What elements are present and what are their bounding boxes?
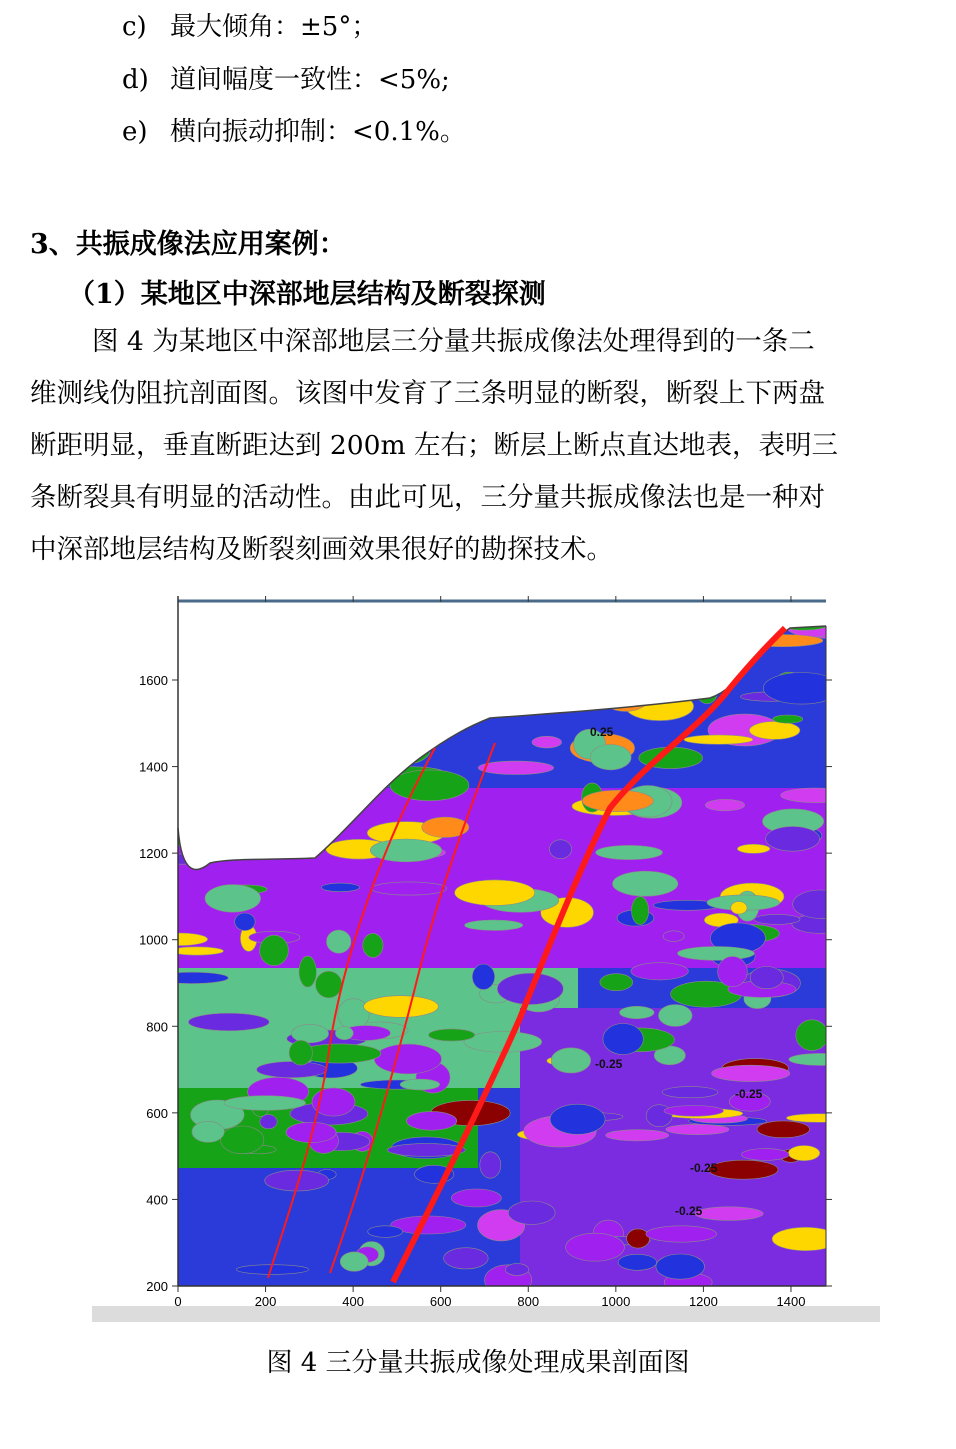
texture-blob [606, 1130, 669, 1141]
texture-blob [772, 1227, 839, 1250]
texture-blob [742, 1149, 790, 1161]
texture-blob [312, 1088, 355, 1116]
texture-blob [284, 648, 309, 659]
texture-blob [390, 770, 469, 801]
texture-blob [646, 1226, 717, 1242]
texture-blob [251, 646, 333, 657]
list-marker: c) [122, 12, 147, 42]
texture-blob [617, 685, 686, 696]
texture-blob [505, 1264, 528, 1276]
texture-blob [480, 1152, 501, 1178]
texture-blob [257, 1062, 327, 1078]
texture-blob [205, 885, 261, 913]
paragraph-line: 条断裂具有明显的活动性。由此可见，三分量共振成像法也是一种对 [30, 482, 825, 513]
texture-blob [467, 625, 531, 650]
texture-blob [555, 630, 580, 644]
texture-blob [789, 1053, 851, 1065]
contour-label: -0.25 [675, 1204, 703, 1218]
list-text: 道间幅度一致性：<5%; [170, 65, 450, 95]
texture-blob [613, 871, 678, 896]
y-tick-label: 1000 [139, 932, 168, 948]
texture-blob [566, 1233, 625, 1261]
texture-blob [268, 708, 303, 728]
paragraph-line: 图 4 为某地区中深部地层三分量共振成像法处理得到的一条二 [92, 326, 815, 357]
y-tick-label: 400 [146, 1192, 168, 1208]
texture-blob [731, 902, 747, 915]
texture-blob [188, 1013, 269, 1031]
figure-caption: 图 4 三分量共振成像处理成果剖面图 [266, 1348, 690, 1378]
list-item [122, 63, 450, 97]
texture-blob [474, 648, 523, 658]
texture-blob [340, 1252, 368, 1271]
texture-blob [517, 628, 557, 641]
pseudo-impedance-section-figure [90, 588, 882, 1324]
texture-blob [429, 1029, 475, 1041]
texture-blob [155, 972, 228, 983]
texture-blob [444, 1248, 489, 1269]
texture-blob [364, 996, 439, 1018]
texture-blob [550, 693, 598, 703]
texture-blob [189, 780, 241, 801]
texture-blob [371, 882, 446, 895]
list-text: 最大倾角：±5°； [170, 12, 378, 42]
texture-blob [596, 845, 663, 859]
texture-blob [508, 1201, 555, 1224]
texture-blob [697, 681, 718, 704]
contour-label: 0.25 [590, 725, 614, 739]
texture-blob [279, 686, 362, 710]
texture-blob [162, 692, 212, 718]
texture-blob [632, 897, 649, 925]
texture-blob [662, 1087, 718, 1098]
texture-blob [455, 880, 535, 906]
y-tick-label: 600 [146, 1105, 168, 1121]
texture-blob [781, 788, 850, 803]
texture-blob [195, 700, 274, 726]
texture-blob [212, 616, 280, 642]
texture-blob [224, 1096, 306, 1111]
texture-blob [349, 711, 385, 734]
texture-blob [254, 766, 288, 795]
texture-blob [705, 799, 744, 810]
texture-blob [670, 615, 714, 642]
texture-blob [452, 1189, 502, 1207]
texture-blob [191, 651, 273, 663]
texture-blob [316, 971, 342, 998]
texture-blob [254, 731, 334, 762]
texture-blob [368, 1226, 403, 1238]
texture-blob [550, 1104, 605, 1134]
x-tick-label: 800 [517, 1294, 540, 1309]
texture-blob [532, 736, 562, 748]
texture-blob [549, 840, 571, 859]
texture-blob [627, 1229, 650, 1248]
texture-blob [235, 913, 256, 931]
x-tick-label: 200 [254, 1294, 277, 1309]
texture-blob [497, 630, 526, 654]
texture-blob [663, 931, 684, 942]
texture-blob [465, 920, 523, 930]
texture-blob [684, 735, 753, 744]
texture-blob [750, 967, 783, 989]
texture-blob [600, 974, 633, 991]
texture-blob [251, 704, 313, 712]
texture-blob [260, 1115, 277, 1129]
list-item [122, 115, 466, 149]
texture-blob [250, 619, 268, 638]
x-tick-label: 0 [174, 1294, 182, 1309]
texture-blob [291, 1024, 328, 1042]
texture-blob [712, 1065, 790, 1081]
texture-blob [408, 675, 440, 683]
texture-blob [588, 616, 616, 631]
contour-label: -0.25 [735, 1087, 763, 1101]
texture-blob [379, 734, 430, 764]
texture-blob [788, 1146, 820, 1161]
texture-blob [374, 1044, 441, 1074]
texture-blob [407, 711, 440, 725]
paragraph-line: 中深部地层结构及断裂刻画效果很好的勘探技术。 [30, 534, 613, 565]
texture-blob [205, 638, 267, 662]
texture-blob [182, 625, 215, 651]
y-tick-label: 1600 [139, 673, 168, 688]
subsection-heading: （1）某地区中深部地层结构及断裂探测 [68, 279, 546, 310]
texture-blob [718, 956, 748, 986]
texture-blob [678, 947, 755, 961]
x-tick-label: 1400 [776, 1294, 806, 1309]
texture-blob [757, 1121, 810, 1138]
texture-blob [737, 844, 770, 853]
texture-blob [254, 833, 292, 843]
texture-blob [472, 964, 494, 990]
texture-blob [229, 684, 300, 711]
texture-blob [796, 1020, 828, 1051]
texture-blob [695, 1207, 763, 1221]
texture-blob [439, 618, 517, 644]
texture-blob [384, 683, 412, 693]
texture-blob [659, 1005, 693, 1027]
texture-blob [420, 686, 480, 704]
texture-blob [329, 610, 394, 626]
x-tick-label: 400 [342, 1294, 364, 1309]
texture-blob [754, 914, 800, 924]
texture-blob [192, 1121, 224, 1142]
texture-blob [783, 606, 842, 637]
texture-blob [577, 655, 632, 681]
section-colorfill [143, 606, 851, 1295]
texture-blob [407, 1112, 457, 1131]
texture-blob [786, 1114, 849, 1123]
contour-label: -0.25 [595, 1057, 623, 1071]
texture-blob [666, 1124, 729, 1134]
texture-blob [299, 956, 316, 987]
texture-blob [777, 616, 830, 630]
texture-blob [321, 883, 359, 892]
texture-blob [177, 633, 228, 650]
paragraph-line: 断距明显，垂直断距达到 200m 左右；断层上断点直达地表，表明三 [30, 430, 839, 461]
texture-blob [656, 1254, 705, 1279]
texture-blob [624, 619, 648, 635]
texture-blob [370, 839, 441, 862]
contour-label: -0.25 [690, 1161, 718, 1175]
texture-blob [773, 715, 803, 723]
texture-blob [571, 687, 645, 695]
texture-blob [793, 890, 849, 918]
texture-blob [289, 1040, 312, 1065]
texture-blob [274, 610, 296, 628]
texture-blob [618, 1254, 657, 1270]
texture-blob [213, 659, 250, 668]
texture-blob [204, 807, 266, 838]
texture-blob [327, 930, 351, 953]
texture-blob [245, 739, 265, 751]
texture-blob [221, 1126, 264, 1154]
texture-blob [224, 727, 303, 751]
texture-blob [190, 757, 206, 779]
texture-blob [363, 933, 383, 957]
texture-blob [620, 1006, 655, 1018]
list-item [122, 10, 377, 44]
texture-blob [709, 1160, 778, 1179]
texture-blob [664, 1106, 723, 1117]
texture-blob [478, 662, 534, 680]
texture-blob [206, 693, 273, 722]
texture-blob [515, 643, 542, 663]
texture-blob [264, 671, 302, 691]
texture-blob [478, 761, 553, 774]
texture-blob [436, 657, 490, 681]
texture-blob [763, 673, 840, 705]
x-tick-label: 1200 [688, 1294, 718, 1309]
texture-blob [741, 635, 823, 647]
texture-blob [260, 935, 289, 965]
list-text: 横向振动抑制：<0.1%。 [170, 117, 466, 147]
texture-blob [631, 963, 688, 980]
y-tick-label: 200 [146, 1279, 168, 1294]
texture-blob [354, 692, 382, 710]
paragraph-line: 维测线伪阻抗剖面图。该图中发育了三条明显的断裂，断裂上下两盘 [30, 378, 825, 409]
texture-blob [766, 826, 820, 851]
texture-blob [400, 1079, 440, 1090]
x-tick-label: 600 [429, 1294, 452, 1309]
texture-blob [335, 1027, 353, 1040]
y-tick-label: 1400 [139, 759, 168, 775]
y-tick-label: 800 [146, 1019, 168, 1035]
texture-blob [603, 1024, 643, 1055]
texture-blob [530, 682, 602, 696]
texture-blob [289, 758, 365, 781]
texture-blob [199, 763, 250, 771]
figure-bottom-bar [92, 1306, 880, 1322]
texture-blob [338, 999, 369, 1030]
texture-blob [551, 1048, 591, 1073]
list-marker: e) [122, 117, 148, 147]
list-marker: d) [122, 65, 149, 95]
texture-blob [442, 614, 487, 641]
texture-blob [296, 771, 332, 794]
texture-blob [749, 721, 800, 739]
texture-blob [454, 613, 526, 635]
x-tick-label: 1000 [601, 1294, 631, 1309]
y-tick-label: 1200 [139, 846, 168, 862]
texture-blob [590, 745, 631, 770]
section-heading: 3、共振成像法应用案例： [30, 229, 346, 260]
